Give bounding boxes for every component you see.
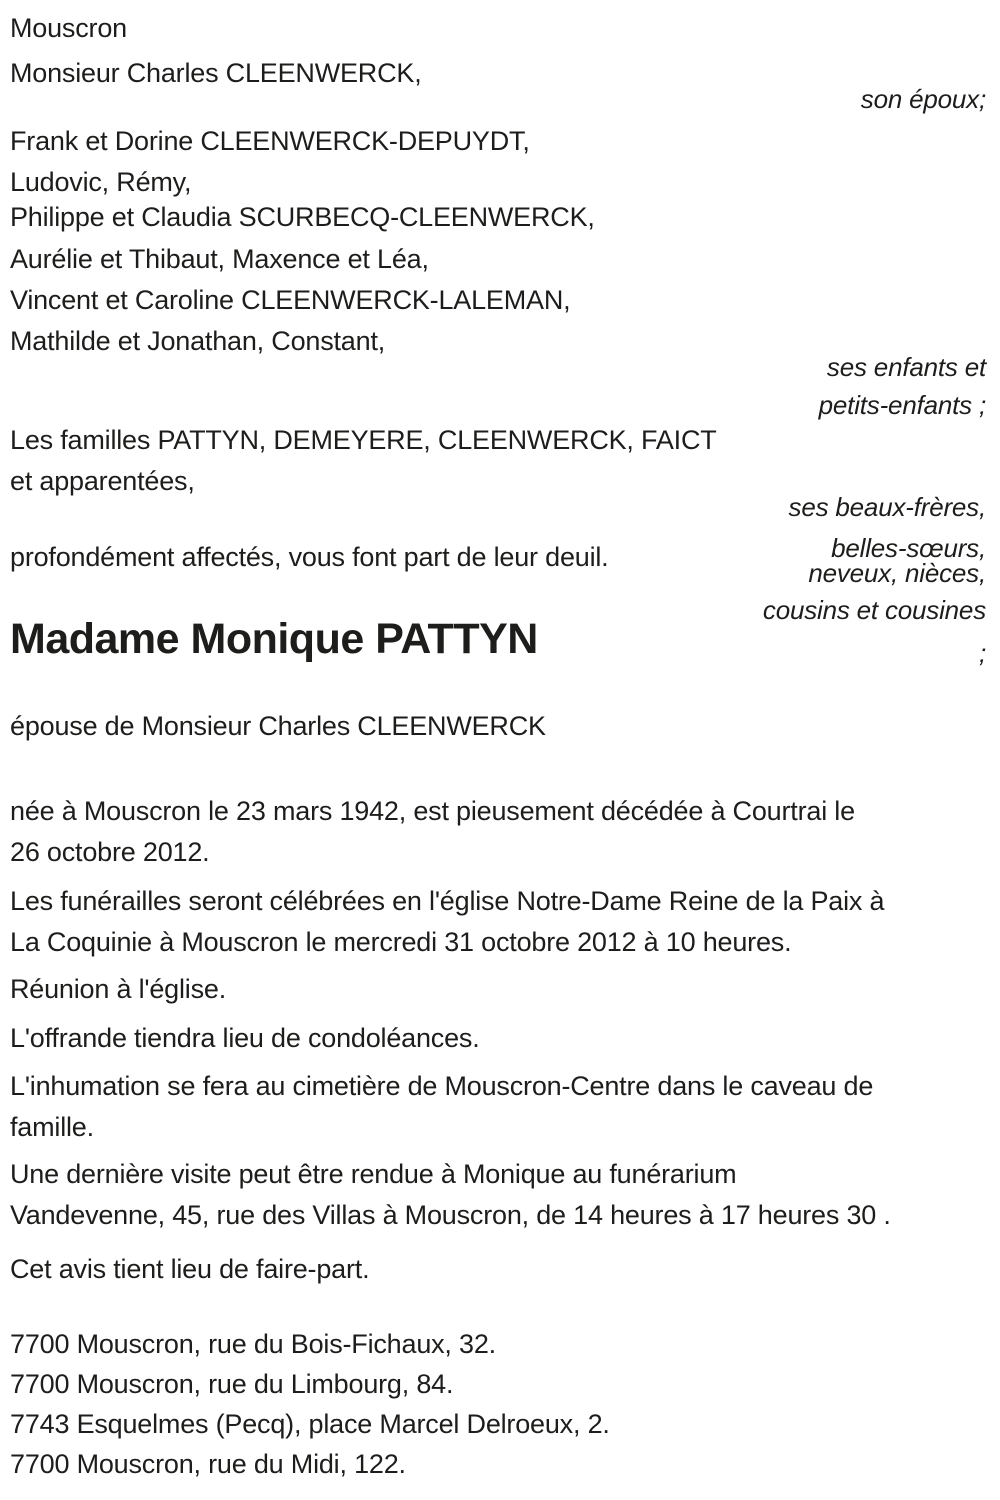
city-line: Mouscron bbox=[10, 13, 127, 43]
mourner-line: profondément affectés, vous font part de leur deuil. bbox=[10, 542, 609, 572]
body-line: née à Mouscron le 23 mars 1942, est pieusement décédée à Courtrai le bbox=[10, 796, 855, 826]
mourner-line: Mathilde et Jonathan, Constant, bbox=[10, 326, 386, 356]
relation-note: ses enfants et bbox=[826, 352, 986, 382]
relation-note: ; bbox=[978, 638, 986, 668]
mourner-line: Les familles PATTYN, DEMEYERE, CLEENWERCK, FAICT bbox=[10, 425, 717, 455]
address-line: 7743 Esquelmes (Pecq), place Marcel Delroeux, 2. bbox=[10, 1409, 610, 1439]
body-line: 26 octobre 2012. bbox=[10, 837, 210, 867]
relation-note: cousins et cousines bbox=[762, 595, 986, 625]
body-line: Vandevenne, 45, rue des Villas à Mouscron, de 14 heures à 17 heures 30 . bbox=[10, 1200, 891, 1230]
relation-note: petits-enfants ; bbox=[818, 390, 986, 420]
body-line: Les funérailles seront célébrées en l'église Notre-Dame Reine de la Paix à bbox=[10, 886, 885, 916]
address-line: 7700 Mouscron, rue du Limbourg, 84. bbox=[10, 1369, 454, 1399]
mourner-line: Vincent et Caroline CLEENWERCK-LALEMAN, bbox=[10, 285, 571, 315]
body-line: Réunion à l'église. bbox=[10, 974, 226, 1004]
mourner-line: et apparentées, bbox=[10, 466, 195, 496]
deceased-name: Madame Monique PATTYN bbox=[10, 615, 538, 663]
mourner-line: Ludovic, Rémy, bbox=[10, 167, 192, 197]
body-line: L'inhumation se fera au cimetière de Mouscron-Centre dans le caveau de bbox=[10, 1071, 874, 1101]
mourner-line: Monsieur Charles CLEENWERCK, bbox=[10, 58, 422, 88]
relation-note: neveux, nièces, bbox=[808, 558, 986, 588]
relation-note: belles-sœurs, bbox=[831, 533, 986, 563]
mourner-line: Frank et Dorine CLEENWERCK-DEPUYDT, bbox=[10, 126, 530, 156]
body-line: La Coquinie à Mouscron le mercredi 31 octobre 2012 à 10 heures. bbox=[10, 927, 792, 957]
address-line: 7700 Mouscron, rue du Bois-Fichaux, 32. bbox=[10, 1329, 496, 1359]
relation-note: ses beaux-frères, bbox=[788, 492, 986, 522]
body-line: Cet avis tient lieu de faire-part. bbox=[10, 1254, 370, 1284]
body-line: Une dernière visite peut être rendue à Monique au funérarium bbox=[10, 1159, 737, 1189]
spouse-line: épouse de Monsieur Charles CLEENWERCK bbox=[10, 711, 546, 741]
mourner-line: Aurélie et Thibaut, Maxence et Léa, bbox=[10, 244, 429, 274]
body-line: L'offrande tiendra lieu de condoléances. bbox=[10, 1023, 480, 1053]
body-line: famille. bbox=[10, 1112, 94, 1142]
address-line: 7700 Mouscron, rue du Midi, 122. bbox=[10, 1449, 406, 1479]
relation-note: son époux; bbox=[860, 84, 986, 114]
mourner-line: Philippe et Claudia SCURBECQ-CLEENWERCK, bbox=[10, 202, 595, 232]
